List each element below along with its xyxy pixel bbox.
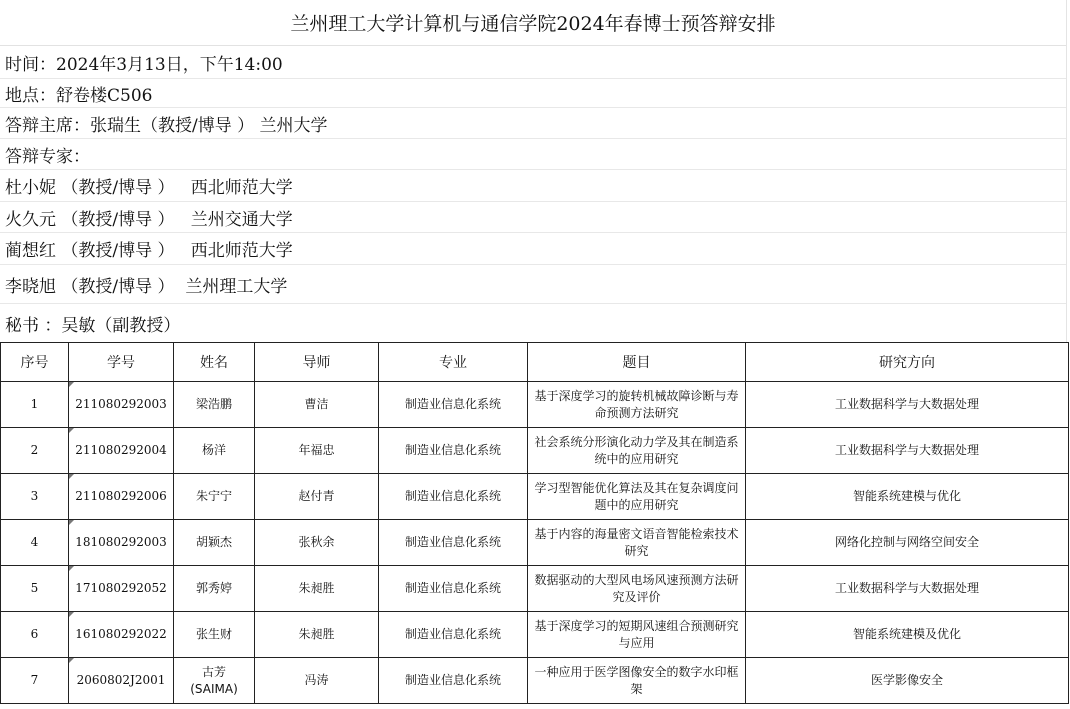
student-id-text: 211080292004 (75, 443, 167, 457)
cell-advisor: 张秋余 (255, 520, 379, 566)
cell-topic: 基于深度学习的短期风速组合预测研究与应用 (528, 612, 746, 658)
cell-seq: 4 (1, 520, 69, 566)
cell-seq: 1 (1, 382, 69, 428)
place-row (0, 79, 1066, 108)
cell-direction: 工业数据科学与大数据处理 (746, 566, 1069, 612)
cell-name: 古芳 (SAIMA) (174, 658, 255, 704)
expert-text: 蔺想红 （教授/博导 ） 西北师范大学 (5, 241, 293, 261)
cell-student-id (69, 520, 174, 566)
expert-row (0, 170, 1066, 202)
header-topic: 题目 (528, 343, 746, 382)
cell-major: 制造业信息化系统 (379, 658, 528, 704)
cell-topic: 社会系统分形演化动力学及其在制造系统中的应用研究 (528, 428, 746, 474)
cell-major: 制造业信息化系统 (379, 612, 528, 658)
comment-marker-icon (69, 520, 74, 525)
cell-seq: 3 (1, 474, 69, 520)
place-text: 地点：舒卷楼C506 (5, 85, 153, 106)
cell-direction: 智能系统建模及优化 (746, 612, 1069, 658)
time-text: 时间：2024年3月13日，下午14:00 (5, 54, 283, 75)
student-id-text: 211080292006 (75, 489, 167, 503)
schedule-table (0, 342, 1069, 704)
comment-marker-icon (69, 658, 74, 663)
cell-seq: 2 (1, 428, 69, 474)
cell-topic: 基于深度学习的旋转机械故障诊断与寿命预测方法研究 (528, 382, 746, 428)
comment-marker-icon (69, 612, 74, 617)
cell-topic: 一种应用于医学图像安全的数字水印框架 (528, 658, 746, 704)
comment-marker-icon (69, 566, 74, 571)
cell-student-id (69, 612, 174, 658)
cell-name: 胡颖杰 (174, 520, 255, 566)
student-id-text: 211080292003 (75, 397, 167, 411)
cell-advisor: 年福忠 (255, 428, 379, 474)
table-row (1, 566, 1069, 612)
cell-major: 制造业信息化系统 (379, 474, 528, 520)
page-title: 兰州理工大学计算机与通信学院2024年春博士预答辩安排 (0, 0, 1066, 46)
header-advisor: 导师 (255, 343, 379, 382)
cell-topic: 学习型智能优化算法及其在复杂调度问题中的应用研究 (528, 474, 746, 520)
expert-text: 杜小妮 （教授/博导 ） 西北师范大学 (5, 178, 293, 198)
cell-name: 梁浩鹏 (174, 382, 255, 428)
cell-student-id (69, 474, 174, 520)
cell-major: 制造业信息化系统 (379, 566, 528, 612)
header-seq: 序号 (1, 343, 69, 382)
header-direction: 研究方向 (746, 343, 1069, 382)
cell-direction: 智能系统建模与优化 (746, 474, 1069, 520)
chair-text: 答辩主席：张瑞生（教授/博导 ） 兰州大学 (5, 115, 328, 136)
cell-direction: 工业数据科学与大数据处理 (746, 428, 1069, 474)
cell-topic: 基于内容的海量密文语音智能检索技术研究 (528, 520, 746, 566)
cell-direction: 工业数据科学与大数据处理 (746, 382, 1069, 428)
expert-row (0, 265, 1066, 304)
cell-advisor: 赵付青 (255, 474, 379, 520)
table-row (1, 612, 1069, 658)
cell-direction: 网络化控制与网络空间安全 (746, 520, 1069, 566)
table-header-row (1, 343, 1069, 382)
cell-advisor: 朱昶胜 (255, 566, 379, 612)
cell-major: 制造业信息化系统 (379, 382, 528, 428)
student-id-text: 2060802J2001 (76, 673, 166, 687)
cell-seq: 7 (1, 658, 69, 704)
table-row (1, 474, 1069, 520)
header-id: 学号 (69, 343, 174, 382)
student-id-text: 161080292022 (75, 627, 167, 641)
cell-name: 张生财 (174, 612, 255, 658)
expert-row (0, 202, 1066, 233)
table-row (1, 382, 1069, 428)
comment-marker-icon (69, 474, 74, 479)
experts-label: 答辩专家： (5, 146, 90, 167)
cell-major: 制造业信息化系统 (379, 428, 528, 474)
grid-line (1066, 0, 1067, 342)
cell-student-id (69, 566, 174, 612)
table-row (1, 520, 1069, 566)
header-major: 专业 (379, 343, 528, 382)
comment-marker-icon (69, 382, 74, 387)
secretary-text: 秘书 ：吴敏（副教授） (5, 315, 181, 336)
expert-text: 李晓旭 （教授/博导 ） 兰州理工大学 (5, 276, 288, 297)
cell-advisor: 朱昶胜 (255, 612, 379, 658)
secretary-row (0, 304, 1066, 342)
cell-student-id (69, 658, 174, 704)
expert-row (0, 233, 1066, 265)
cell-name: 杨洋 (174, 428, 255, 474)
cell-name: 朱宁宁 (174, 474, 255, 520)
expert-text: 火久元 （教授/博导 ） 兰州交通大学 (5, 209, 293, 230)
cell-student-id (69, 382, 174, 428)
cell-seq: 5 (1, 566, 69, 612)
cell-direction: 医学影像安全 (746, 658, 1069, 704)
student-id-text: 181080292003 (75, 535, 167, 549)
cell-advisor: 曹洁 (255, 382, 379, 428)
header-name: 姓名 (174, 343, 255, 382)
cell-name: 郭秀婷 (174, 566, 255, 612)
time-row (0, 46, 1066, 79)
cell-seq: 6 (1, 612, 69, 658)
table-row (1, 428, 1069, 474)
comment-marker-icon (69, 428, 74, 433)
student-id-text: 171080292052 (75, 581, 167, 595)
cell-major: 制造业信息化系统 (379, 520, 528, 566)
cell-advisor: 冯涛 (255, 658, 379, 704)
table-row (1, 658, 1069, 704)
cell-topic: 数据驱动的大型风电场风速预测方法研究及评价 (528, 566, 746, 612)
experts-label-row (0, 139, 1066, 170)
cell-student-id (69, 428, 174, 474)
chair-row (0, 108, 1066, 139)
